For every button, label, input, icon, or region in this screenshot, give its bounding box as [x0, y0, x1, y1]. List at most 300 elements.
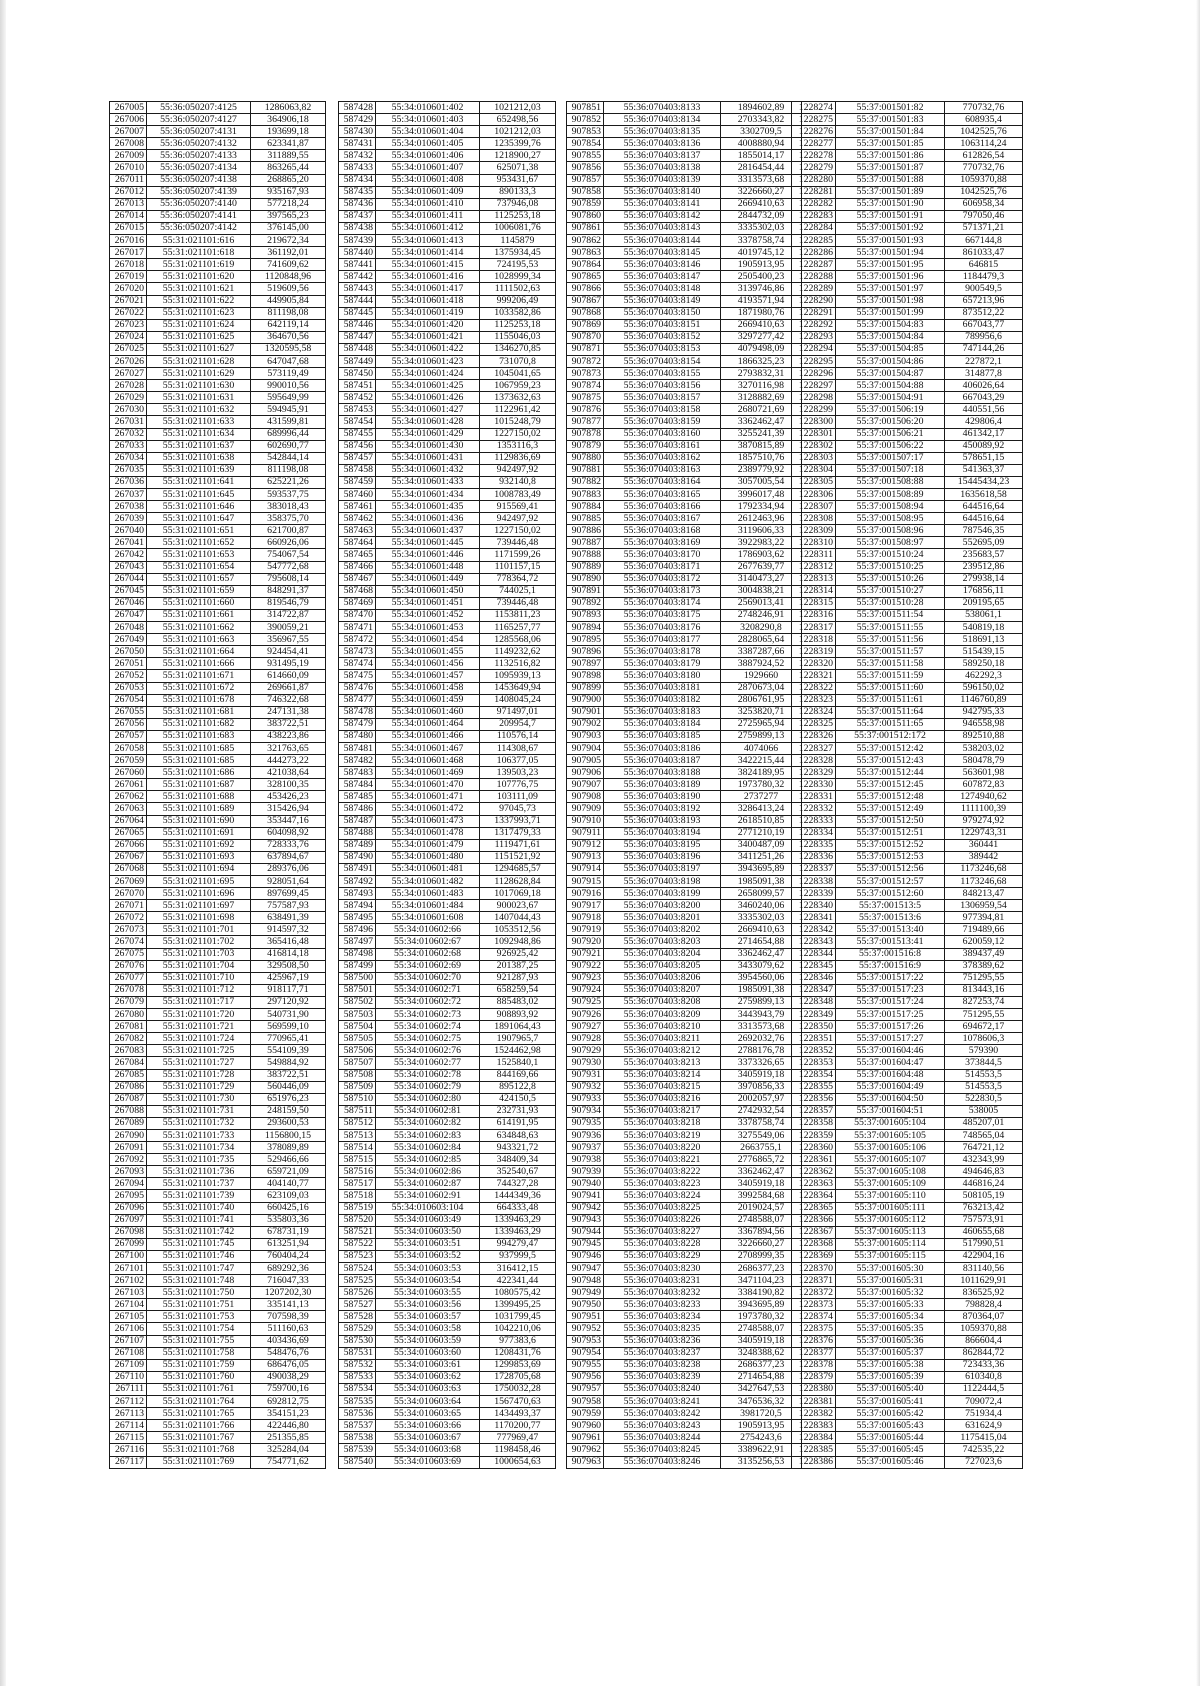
cadastral-number: 55:31:021101:683 [147, 730, 251, 742]
table-row [792, 1142, 1023, 1154]
table-row [339, 464, 556, 476]
cadastral-number: 55:31:021101:692 [147, 839, 251, 851]
cadastral-value: 2692032,76 [721, 1033, 802, 1045]
cadastral-value: 942497,92 [480, 513, 556, 525]
record-number: 267069 [110, 876, 147, 888]
cadastral-number: 55:31:021101:766 [147, 1420, 251, 1432]
record-number: 907872 [567, 355, 604, 367]
record-number: 587480 [339, 730, 376, 742]
table-row [110, 259, 326, 271]
table-row [567, 1335, 802, 1347]
table-row [110, 561, 326, 573]
table-row [567, 440, 802, 452]
table-row [339, 888, 556, 900]
table-row [339, 779, 556, 791]
cadastral-value: 106377,05 [480, 755, 556, 767]
table-row [567, 646, 802, 658]
cadastral-number: 55:37:001504:87 [836, 368, 945, 380]
table-row [110, 839, 326, 851]
cadastral-value: 1218900,27 [480, 150, 556, 162]
cadastral-number: 55:31:021101:694 [147, 863, 251, 875]
record-number: 1228355 [792, 1081, 836, 1093]
cadastral-value: 517990,51 [945, 1238, 1023, 1250]
table-row [110, 440, 326, 452]
cadastral-value: 990010,56 [251, 380, 326, 392]
table-row [110, 476, 326, 488]
cadastral-value: 751295,55 [945, 972, 1023, 984]
cadastral-value: 731070,8 [480, 355, 556, 367]
cadastral-value: 2658099,57 [721, 888, 802, 900]
table-row [339, 912, 556, 924]
record-number: 907894 [567, 622, 604, 634]
record-number: 267058 [110, 742, 147, 754]
record-number: 1228383 [792, 1420, 836, 1432]
cadastral-value: 364670,56 [251, 331, 326, 343]
table-row [567, 1444, 802, 1456]
table-row [110, 803, 326, 815]
cadastral-number: 55:31:021101:672 [147, 682, 251, 694]
table-row [567, 210, 802, 222]
cadastral-number: 55:34:010601:451 [376, 597, 480, 609]
cadastral-number: 55:34:010602:91 [376, 1190, 480, 1202]
record-number: 267005 [110, 102, 147, 114]
cadastral-number: 55:36:070403:8232 [604, 1287, 721, 1299]
cadastral-value: 1635618,58 [945, 489, 1023, 501]
cadastral-value: 425967,19 [251, 972, 326, 984]
cadastral-value: 3275549,06 [721, 1129, 802, 1141]
cadastral-value: 107776,75 [480, 779, 556, 791]
table-row [792, 730, 1023, 742]
record-number: 267031 [110, 416, 147, 428]
cadastral-value: 514553,5 [945, 1069, 1023, 1081]
cadastral-value: 3140473,27 [721, 573, 802, 585]
cadastral-number: 55:34:010601:414 [376, 247, 480, 259]
cadastral-number: 55:36:070403:8218 [604, 1117, 721, 1129]
cadastral-value: 1524462,98 [480, 1045, 556, 1057]
table-row [339, 815, 556, 827]
cadastral-value: 657213,96 [945, 295, 1023, 307]
table-row [567, 1323, 802, 1335]
table-row [339, 235, 556, 247]
cadastral-number: 55:37:001513:6 [836, 912, 945, 924]
cadastral-value: 1045041,65 [480, 368, 556, 380]
cadastral-value: 658259,54 [480, 984, 556, 996]
table-row [110, 730, 326, 742]
cadastral-number: 55:34:010601:406 [376, 150, 480, 162]
record-number: 1228335 [792, 839, 836, 851]
cadastral-number: 55:37:001605:113 [836, 1226, 945, 1238]
table-row [339, 1033, 556, 1045]
cadastral-value: 942795,33 [945, 706, 1023, 718]
table-row [792, 525, 1023, 537]
table-row [339, 1371, 556, 1383]
table-row [567, 996, 802, 1008]
cadastral-number: 55:36:070403:8145 [604, 247, 721, 259]
cadastral-number: 55:36:070403:8165 [604, 489, 721, 501]
cadastral-value: 3384190,82 [721, 1287, 802, 1299]
cadastral-number: 55:36:070403:8179 [604, 658, 721, 670]
record-number: 267064 [110, 815, 147, 827]
record-number: 907865 [567, 271, 604, 283]
cadastral-number: 55:36:070403:8160 [604, 428, 721, 440]
record-number: 267032 [110, 428, 147, 440]
cadastral-number: 55:37:001501:95 [836, 259, 945, 271]
cadastral-number: 55:31:021101:660 [147, 597, 251, 609]
table-row [110, 1009, 326, 1021]
record-number: 907920 [567, 936, 604, 948]
cadastral-number: 55:36:070403:8225 [604, 1202, 721, 1214]
table-row [567, 658, 802, 670]
cadastral-number: 55:36:070403:8139 [604, 174, 721, 186]
cadastral-value: 364906,18 [251, 114, 326, 126]
record-number: 1228274 [792, 102, 836, 114]
cadastral-number: 55:34:010601:432 [376, 464, 480, 476]
table-row [567, 573, 802, 585]
record-number: 1228301 [792, 428, 836, 440]
cadastral-value: 406026,64 [945, 380, 1023, 392]
table-row [792, 1166, 1023, 1178]
cadastral-number: 55:37:001504:84 [836, 331, 945, 343]
cadastral-value: 621700,87 [251, 525, 326, 537]
table-row [339, 1178, 556, 1190]
cadastral-value: 3992584,68 [721, 1190, 802, 1202]
record-number: 587502 [339, 996, 376, 1008]
table-row [339, 936, 556, 948]
cadastral-number: 55:34:010601:436 [376, 513, 480, 525]
record-number: 587511 [339, 1105, 376, 1117]
table-row [339, 1154, 556, 1166]
table-row [339, 271, 556, 283]
table-row [339, 1105, 556, 1117]
record-number: 267074 [110, 936, 147, 948]
cadastral-number: 55:34:010603:66 [376, 1420, 480, 1432]
cadastral-value: 900023,67 [480, 900, 556, 912]
cadastral-value: 844169,66 [480, 1069, 556, 1081]
cadastral-number: 55:34:010603:56 [376, 1299, 480, 1311]
cadastral-number: 55:31:021101:736 [147, 1166, 251, 1178]
table-row [339, 114, 556, 126]
table-row [339, 1396, 556, 1408]
record-number: 587482 [339, 755, 376, 767]
cadastral-value: 453426,23 [251, 791, 326, 803]
cadastral-value: 942497,92 [480, 464, 556, 476]
cadastral-number: 55:31:021101:729 [147, 1081, 251, 1093]
cadastral-number: 55:31:021101:691 [147, 827, 251, 839]
cadastral-value: 328100,35 [251, 779, 326, 791]
cadastral-value: 1146760,89 [945, 694, 1023, 706]
cadastral-value: 325284,04 [251, 1444, 326, 1456]
cadastral-number: 55:36:070403:8195 [604, 839, 721, 851]
cadastral-number: 55:37:001506:19 [836, 404, 945, 416]
record-number: 267106 [110, 1323, 147, 1335]
cadastral-number: 55:31:021101:624 [147, 319, 251, 331]
record-number: 587456 [339, 440, 376, 452]
table-row [567, 392, 802, 404]
table-row [567, 622, 802, 634]
record-number: 907880 [567, 452, 604, 464]
table-row [792, 948, 1023, 960]
cadastral-value: 1792334,94 [721, 501, 802, 513]
cadastral-number: 55:31:021101:765 [147, 1408, 251, 1420]
record-number: 267104 [110, 1299, 147, 1311]
cadastral-number: 55:37:001605:111 [836, 1202, 945, 1214]
cadastral-value: 1119471,61 [480, 839, 556, 851]
record-number: 587496 [339, 924, 376, 936]
table-row [339, 984, 556, 996]
cadastral-value: 2618510,85 [721, 815, 802, 827]
cadastral-value: 547772,68 [251, 561, 326, 573]
table-row [567, 452, 802, 464]
cadastral-number: 55:36:070403:8206 [604, 972, 721, 984]
record-number: 267084 [110, 1057, 147, 1069]
table-row [339, 791, 556, 803]
table-row [339, 380, 556, 392]
record-number: 587526 [339, 1287, 376, 1299]
record-number: 587523 [339, 1250, 376, 1262]
record-number: 907945 [567, 1238, 604, 1250]
cadastral-number: 55:37:001508:97 [836, 537, 945, 549]
cadastral-number: 55:31:021101:625 [147, 331, 251, 343]
record-number: 907925 [567, 996, 604, 1008]
record-number: 267037 [110, 489, 147, 501]
table-row [792, 851, 1023, 863]
table-row [339, 283, 556, 295]
table-block-3 [566, 101, 802, 1469]
record-number: 907855 [567, 150, 604, 162]
cadastral-number: 55:31:021101:759 [147, 1359, 251, 1371]
cadastral-number: 55:37:001512:45 [836, 779, 945, 791]
cadastral-number: 55:31:021101:712 [147, 984, 251, 996]
cadastral-value: 460655,68 [945, 1226, 1023, 1238]
cadastral-value: 540731,90 [251, 1009, 326, 1021]
cadastral-number: 55:34:010602:85 [376, 1154, 480, 1166]
cadastral-number: 55:37:001504:85 [836, 343, 945, 355]
cadastral-number: 55:36:070403:8246 [604, 1456, 721, 1468]
cadastral-value: 1128628,84 [480, 876, 556, 888]
cadastral-value: 335141,13 [251, 1299, 326, 1311]
table-row [110, 331, 326, 343]
cadastral-number: 55:36:070403:8202 [604, 924, 721, 936]
cadastral-number: 55:37:001501:84 [836, 126, 945, 138]
record-number: 1228320 [792, 658, 836, 670]
cadastral-number: 55:34:010603:63 [376, 1383, 480, 1395]
table-row [110, 1275, 326, 1287]
table-row [792, 1420, 1023, 1432]
table-row [567, 1311, 802, 1323]
table-row [339, 331, 556, 343]
cadastral-value: 494646,83 [945, 1166, 1023, 1178]
cadastral-value: 614191,95 [480, 1117, 556, 1129]
cadastral-value: 594945,91 [251, 404, 326, 416]
record-number: 907859 [567, 198, 604, 210]
table-row [339, 174, 556, 186]
record-number: 267062 [110, 791, 147, 803]
cadastral-value: 937999,5 [480, 1250, 556, 1262]
record-number: 1228338 [792, 876, 836, 888]
cadastral-number: 55:37:001605:39 [836, 1371, 945, 1383]
record-number: 907924 [567, 984, 604, 996]
cadastral-value: 1059370,88 [945, 174, 1023, 186]
cadastral-number: 55:34:010601:437 [376, 525, 480, 537]
cadastral-number: 55:31:021101:760 [147, 1371, 251, 1383]
table-row [110, 658, 326, 670]
record-number: 587528 [339, 1311, 376, 1323]
cadastral-value: 431599,81 [251, 416, 326, 428]
cadastral-number: 55:34:010601:433 [376, 476, 480, 488]
cadastral-number: 55:31:021101:741 [147, 1214, 251, 1226]
cadastral-number: 55:31:021101:639 [147, 464, 251, 476]
cadastral-number: 55:34:010602:67 [376, 936, 480, 948]
record-number: 587464 [339, 537, 376, 549]
cadastral-value: 209954,7 [480, 718, 556, 730]
record-number: 587529 [339, 1323, 376, 1335]
table-row [567, 718, 802, 730]
record-number: 907915 [567, 876, 604, 888]
table-row [792, 1444, 1023, 1456]
record-number: 267014 [110, 210, 147, 222]
record-number: 267088 [110, 1105, 147, 1117]
record-number: 907926 [567, 1009, 604, 1021]
table-row [110, 1456, 326, 1468]
cadastral-value: 321763,65 [251, 742, 326, 754]
scan-left-edge [0, 0, 6, 1686]
cadastral-number: 55:36:070403:8172 [604, 573, 721, 585]
table-row [792, 1287, 1023, 1299]
cadastral-value: 3362462,47 [721, 416, 802, 428]
cadastral-value: 678731,19 [251, 1226, 326, 1238]
record-number: 1228358 [792, 1117, 836, 1129]
record-number: 267111 [110, 1383, 147, 1395]
record-number: 1228375 [792, 1323, 836, 1335]
cadastral-value: 540819,18 [945, 622, 1023, 634]
cadastral-number: 55:37:001605:115 [836, 1250, 945, 1262]
cadastral-value: 1750032,28 [480, 1383, 556, 1395]
cadastral-number: 55:37:001513:5 [836, 900, 945, 912]
table-row [339, 1275, 556, 1287]
cadastral-number: 55:37:001512:53 [836, 851, 945, 863]
cadastral-number: 55:31:021101:721 [147, 1021, 251, 1033]
cadastral-number: 55:31:021101:746 [147, 1250, 251, 1262]
cadastral-number: 55:36:070403:8158 [604, 404, 721, 416]
record-number: 1228334 [792, 827, 836, 839]
table-row [339, 972, 556, 984]
cadastral-number: 55:37:001508:96 [836, 525, 945, 537]
cadastral-number: 55:34:010601:408 [376, 174, 480, 186]
cadastral-number: 55:31:021101:751 [147, 1299, 251, 1311]
cadastral-number: 55:36:070403:8215 [604, 1081, 721, 1093]
cadastral-value: 3253820,71 [721, 706, 802, 718]
cadastral-value: 659721,09 [251, 1166, 326, 1178]
record-number: 267091 [110, 1142, 147, 1154]
cadastral-number: 55:34:010601:484 [376, 900, 480, 912]
cadastral-value: 764721,12 [945, 1142, 1023, 1154]
cadastral-number: 55:37:001605:107 [836, 1154, 945, 1166]
cadastral-number: 55:31:021101:720 [147, 1009, 251, 1021]
record-number: 267072 [110, 912, 147, 924]
cadastral-value: 541363,37 [945, 464, 1023, 476]
cadastral-number: 55:36:070403:8150 [604, 307, 721, 319]
record-number: 1228366 [792, 1214, 836, 1226]
table-row [567, 984, 802, 996]
table-row [110, 609, 326, 621]
cadastral-value: 1434493,37 [480, 1408, 556, 1420]
cadastral-number: 55:36:070403:8233 [604, 1299, 721, 1311]
cadastral-number: 55:37:001511:60 [836, 682, 945, 694]
record-number: 1228364 [792, 1190, 836, 1202]
record-number: 267076 [110, 960, 147, 972]
cadastral-number: 55:36:070403:8155 [604, 368, 721, 380]
record-number: 907862 [567, 235, 604, 247]
cadastral-value: 848213,47 [945, 888, 1023, 900]
cadastral-value: 652498,56 [480, 114, 556, 126]
cadastral-number: 55:36:070403:8159 [604, 416, 721, 428]
cadastral-number: 55:34:010601:446 [376, 549, 480, 561]
cadastral-number: 55:37:001506:20 [836, 416, 945, 428]
record-number: 267040 [110, 525, 147, 537]
table-row [339, 1420, 556, 1432]
table-row [567, 307, 802, 319]
cadastral-value: 953431,67 [480, 174, 556, 186]
cadastral-number: 55:36:070403:8133 [604, 102, 721, 114]
cadastral-value: 614660,09 [251, 670, 326, 682]
cadastral-value: 3313573,68 [721, 174, 802, 186]
table-row [567, 779, 802, 791]
cadastral-number: 55:34:010601:458 [376, 682, 480, 694]
cadastral-value: 660425,16 [251, 1202, 326, 1214]
cadastral-value: 914597,32 [251, 924, 326, 936]
cadastral-number: 55:31:021101:725 [147, 1045, 251, 1057]
table-row [339, 1021, 556, 1033]
cadastral-value: 1015248,79 [480, 416, 556, 428]
record-number: 1228317 [792, 622, 836, 634]
table-row [567, 489, 802, 501]
table-row [792, 561, 1023, 573]
cadastral-number: 55:34:010603:104 [376, 1202, 480, 1214]
record-number: 587536 [339, 1408, 376, 1420]
cadastral-value: 518691,13 [945, 634, 1023, 646]
table-row [339, 343, 556, 355]
cadastral-number: 55:34:010602:69 [376, 960, 480, 972]
table-row [339, 924, 556, 936]
cadastral-value: 3387287,66 [721, 646, 802, 658]
cadastral-number: 55:31:021101:641 [147, 476, 251, 488]
record-number: 267008 [110, 138, 147, 150]
record-number: 1228325 [792, 718, 836, 730]
record-number: 907885 [567, 513, 604, 525]
cadastral-number: 55:34:010601:425 [376, 380, 480, 392]
cadastral-number: 55:36:050207:4131 [147, 126, 251, 138]
record-number: 907923 [567, 972, 604, 984]
cadastral-value: 924454,41 [251, 646, 326, 658]
record-number: 587432 [339, 150, 376, 162]
cadastral-value: 1353116,3 [480, 440, 556, 452]
cadastral-value: 563601,98 [945, 767, 1023, 779]
cadastral-number: 55:34:010601:409 [376, 186, 480, 198]
record-number: 267018 [110, 259, 147, 271]
record-number: 267059 [110, 755, 147, 767]
cadastral-number: 55:31:021101:769 [147, 1456, 251, 1468]
record-number: 907951 [567, 1311, 604, 1323]
record-number: 267077 [110, 972, 147, 984]
cadastral-number: 55:36:070403:8184 [604, 718, 721, 730]
cadastral-number: 55:37:001501:90 [836, 198, 945, 210]
cadastral-value: 440551,56 [945, 404, 1023, 416]
record-number: 267043 [110, 561, 147, 573]
table-row [792, 694, 1023, 706]
cadastral-value: 795608,14 [251, 573, 326, 585]
cadastral-number: 55:37:001511:56 [836, 634, 945, 646]
record-number: 267027 [110, 368, 147, 380]
